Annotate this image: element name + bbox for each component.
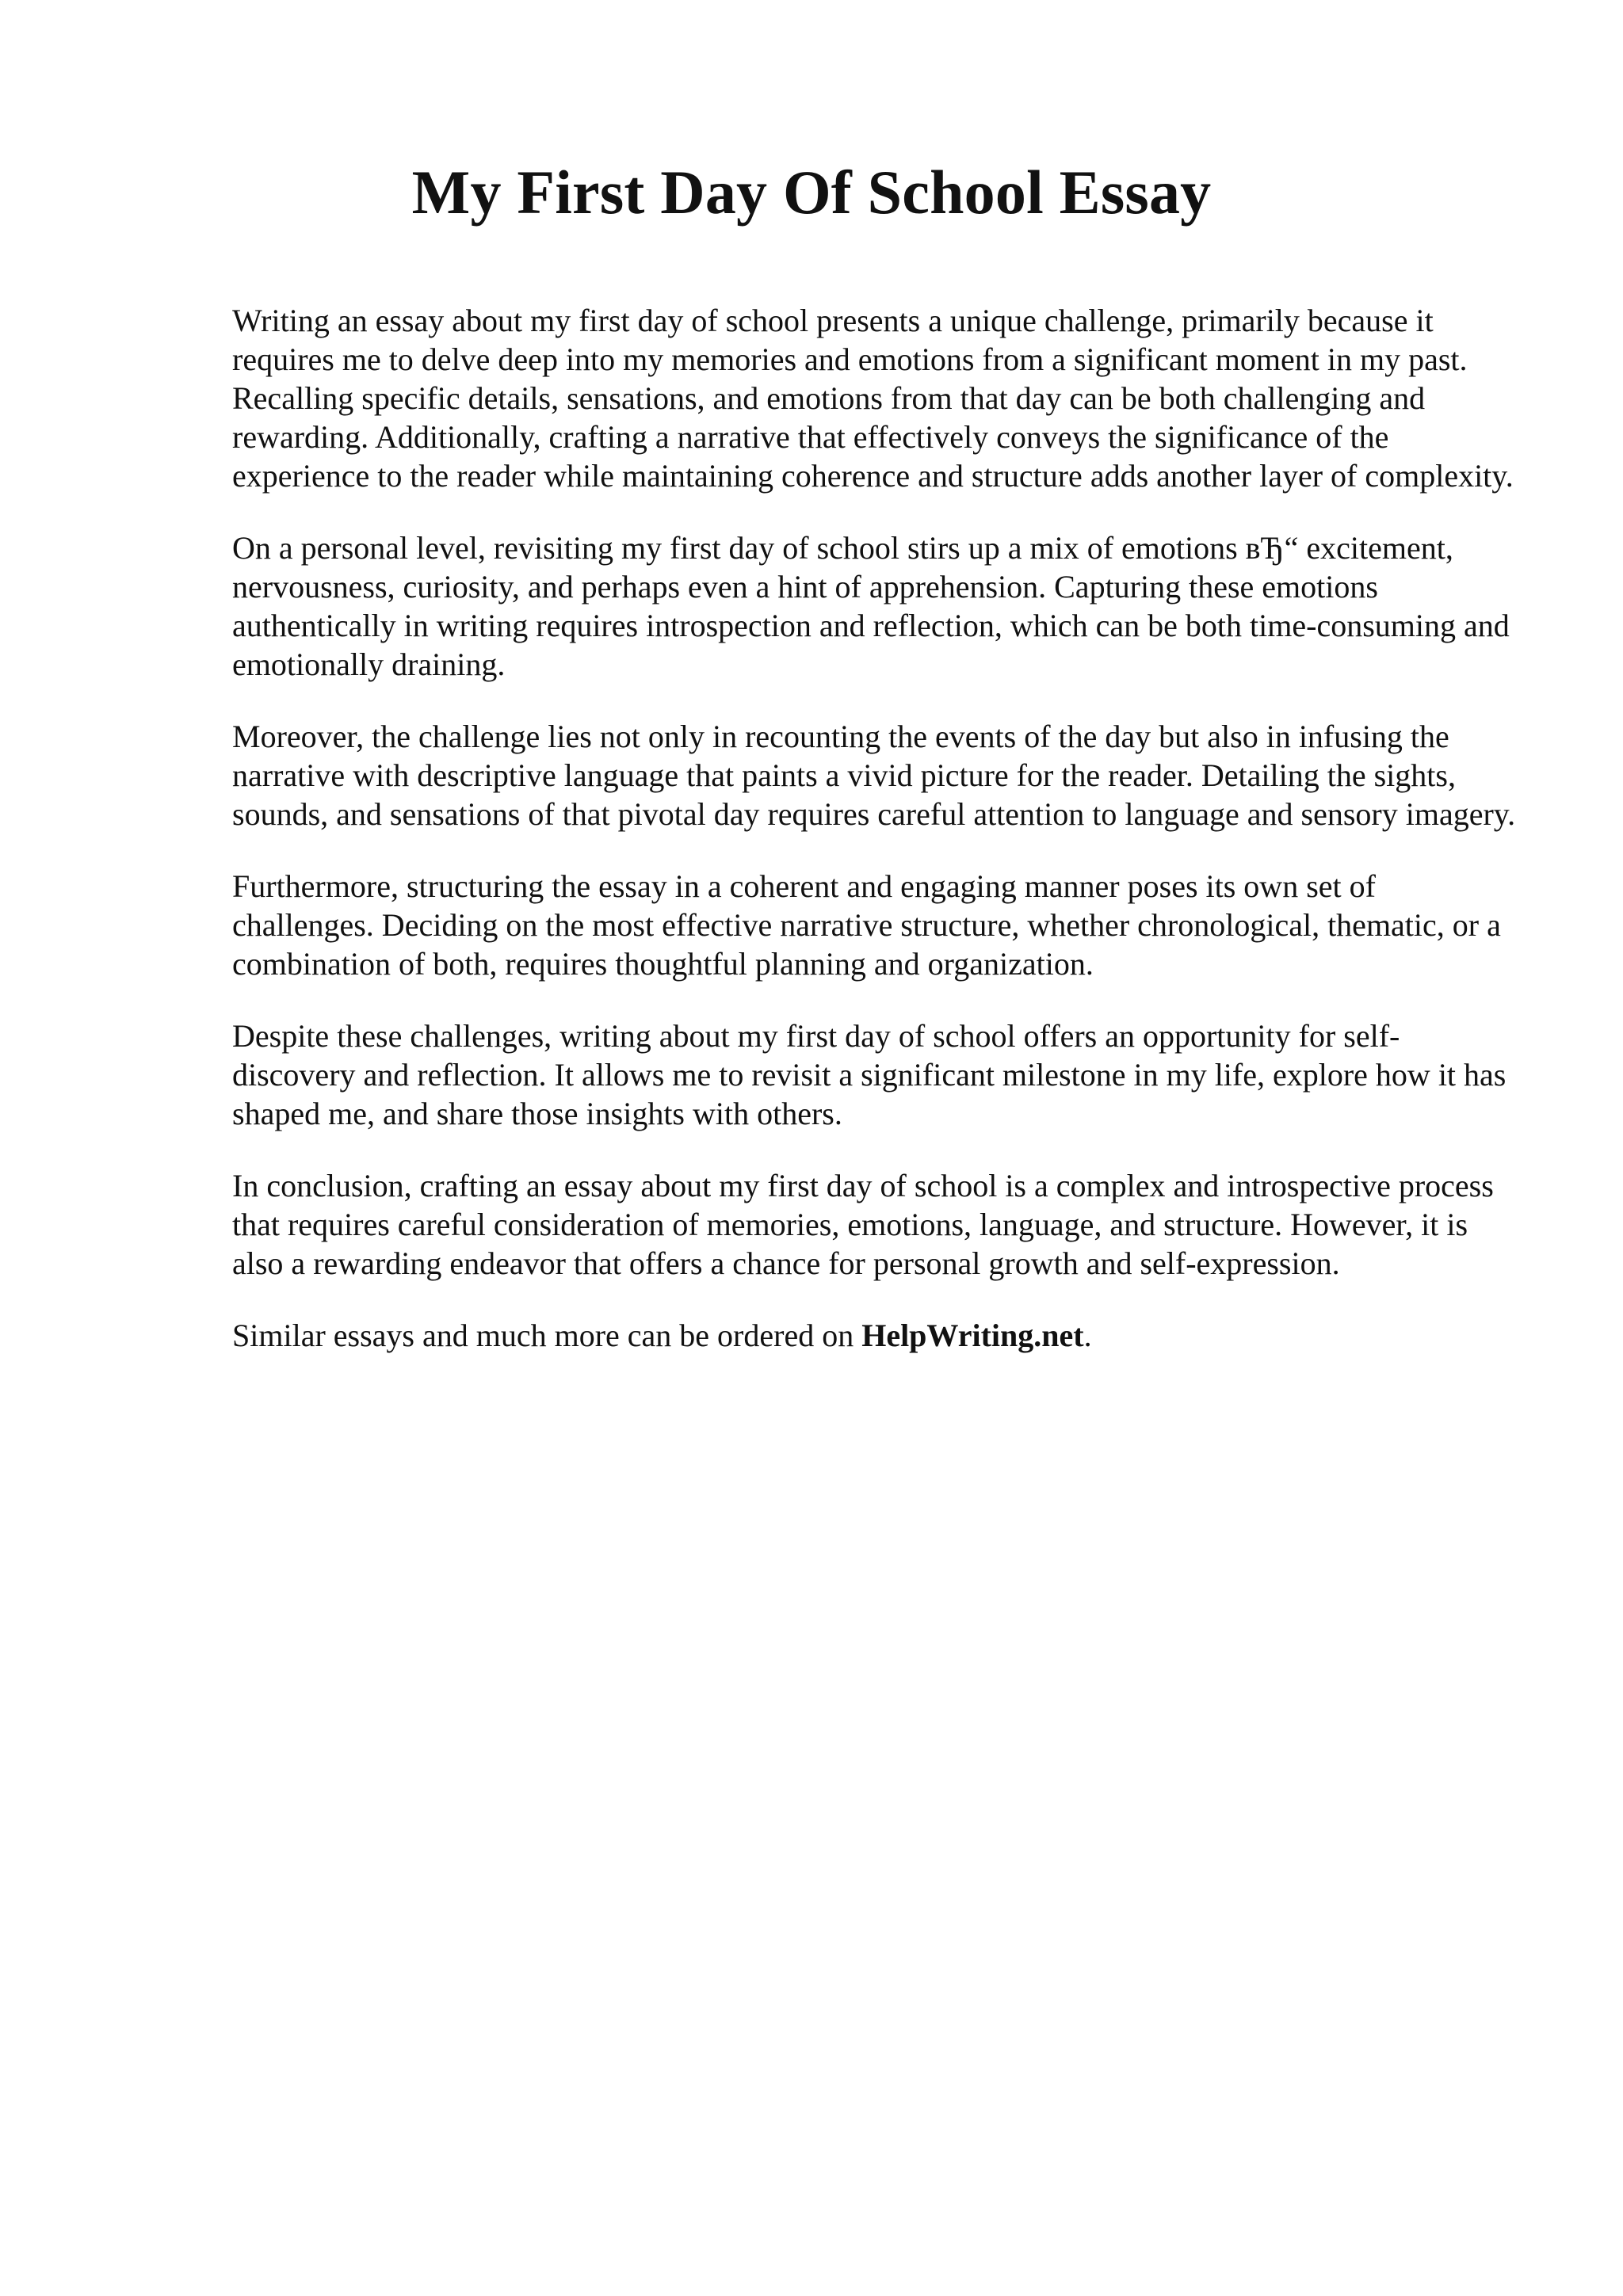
essay-paragraph: Furthermore, structuring the essay in a coherent and engaging manner poses its own set of challenges. Deciding on the most effective narrative structure, whether chronological, thematic, or a combination of both, requires thoughtful planning and organization. (232, 868, 1501, 982)
essay-paragraph: On a personal level, revisiting my first day of school stirs up a mix of emotions вЂ“ excitement, nervousness, curiosity, and perhaps even a hint of apprehension. Capturing these emotions authentically in writing requires introspection and reflection, which can be both time-consuming and emotionally draining. (232, 530, 1510, 682)
essay-paragraph: In conclusion, crafting an essay about my first day of school is a complex and introspective process that requires careful consideration of memories, emotions, language, and structure. However, it is also a rewarding endeavor that offers a chance for personal growth and self-expression. (232, 1168, 1494, 1281)
promo-suffix: . (1083, 1318, 1092, 1353)
essay-paragraph: Moreover, the challenge lies not only in recounting the events of the day but also in infusing the narrative with descriptive language that paints a vivid picture for the reader. Detailing the sights, sounds, and sensations of that pivotal day requires careful attention to language and sensory imagery. (232, 719, 1516, 832)
helpwriting-link[interactable]: HelpWriting.net (861, 1318, 1084, 1353)
document-title: My First Day Of School Essay (411, 158, 1212, 227)
essay-paragraph: Despite these challenges, writing about my first day of school offers an opportunity for self-discovery and reflection. It allows me to revisit a significant milestone in my life, explore how it has shaped me, and share those insights with others. (232, 1018, 1507, 1131)
essay-body (232, 301, 1516, 1355)
promo-text: Similar essays and much more can be ordered on (232, 1318, 854, 1353)
essay-paragraph: Writing an essay about my first day of school presents a unique challenge, primarily because it requires me to delve deep into my memories and emotions from a significant moment in my past. Recalling specific details, sensations, and emotions from that day can be both challenging and rewarding. Additionally, crafting a narrative that effectively conveys the significance of the experience to the reader while maintaining coherence and structure adds another layer of complexity. (232, 303, 1514, 494)
promo-line (232, 1316, 1516, 1355)
